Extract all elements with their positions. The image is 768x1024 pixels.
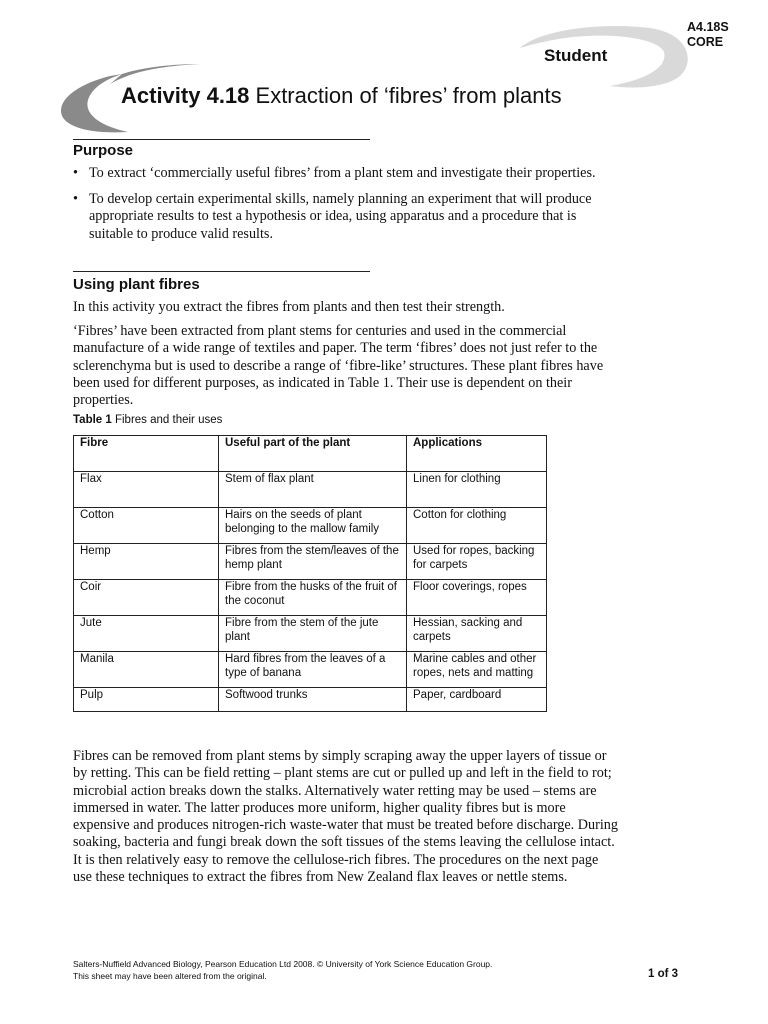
- cell-fibre: Coir: [74, 580, 219, 616]
- table-row: [74, 652, 547, 688]
- cell-fibre: Cotton: [74, 508, 219, 544]
- cell-useful-part: Fibre from the stem of the jute plant: [219, 616, 407, 652]
- document-code: [687, 20, 729, 50]
- cell-useful-part: Fibre from the husks of the fruit of the coconut: [219, 580, 407, 616]
- using-rule: [73, 271, 370, 272]
- footer: [73, 958, 492, 982]
- purpose-bullet-text: To develop certain experimental skills, namely planning an experiment that will produce appropriate results to test a hypothesis or idea, using apparatus and a procedure that is suitable to produce valid results.: [89, 190, 592, 242]
- table-caption: [73, 414, 222, 426]
- cell-fibre: Manila: [74, 652, 219, 688]
- cell-useful-part: Softwood trunks: [219, 688, 407, 712]
- page-number: 1 of 3: [648, 968, 679, 980]
- header-fibre: Fibre: [74, 436, 219, 472]
- table-header-row: [74, 436, 547, 472]
- bullet-icon: •: [73, 165, 78, 181]
- table-row: [74, 508, 547, 544]
- cell-useful-part: Stem of flax plant: [219, 472, 407, 508]
- cell-useful-part: Fibres from the stem/leaves of the hemp plant: [219, 544, 407, 580]
- purpose-heading: Purpose: [73, 142, 134, 159]
- purpose-list: [73, 165, 618, 251]
- activity-name: Extraction of ‘fibres’ from plants: [249, 83, 562, 108]
- table-caption-text: Fibres and their uses: [111, 414, 223, 426]
- fibres-paragraph: ‘Fibres’ have been extracted from plant stems for centuries and used in the commercial manufacture of a wide range of textiles and paper. The term ‘fibres’ does not just refer to the sclerenchyma but is used to describe a range of ‘fibre-like’ structures. These plant fibres have been used for different purposes, as indicated in Table 1. Their use is dependent on their properties.: [73, 323, 604, 409]
- cell-applications: Hessian, sacking and carpets: [407, 616, 547, 652]
- table-row: [74, 580, 547, 616]
- header-applications: Applications: [407, 436, 547, 472]
- table-row: [74, 688, 547, 712]
- cell-fibre: Flax: [74, 472, 219, 508]
- document-code-line1: A4.18S: [687, 20, 729, 34]
- cell-applications: Cotton for clothing: [407, 508, 547, 544]
- activity-title: [121, 83, 562, 109]
- footer-copyright: Salters-Nuffield Advanced Biology, Pearson Education Ltd 2008. © University of York Science Education Group.: [73, 959, 493, 969]
- cell-applications: Marine cables and other ropes, nets and matting: [407, 652, 547, 688]
- fibres-table: [73, 435, 547, 712]
- using-heading: Using plant fibres: [73, 276, 200, 293]
- activity-number: Activity 4.18: [121, 83, 250, 108]
- header-useful-part: Useful part of the plant: [219, 436, 407, 472]
- footer-notice: This sheet may have been altered from the original.: [73, 971, 267, 981]
- purpose-bullet: [73, 165, 618, 183]
- table-row: [74, 472, 547, 508]
- intro-paragraph: In this activity you extract the fibres from plants and then test their strength.: [73, 299, 505, 315]
- cell-fibre: Hemp: [74, 544, 219, 580]
- cell-useful-part: Hard fibres from the leaves of a type of banana: [219, 652, 407, 688]
- purpose-rule: [73, 139, 370, 140]
- purpose-bullet-text: To extract ‘commercially useful fibres’ from a plant stem and investigate their properties.: [89, 165, 596, 181]
- bullet-icon: •: [73, 190, 78, 207]
- document-code-line2: CORE: [687, 35, 724, 49]
- cell-fibre: Jute: [74, 616, 219, 652]
- cell-applications: Linen for clothing: [407, 472, 547, 508]
- cell-applications: Paper, cardboard: [407, 688, 547, 712]
- cell-applications: Used for ropes, backing for carpets: [407, 544, 547, 580]
- cell-useful-part: Hairs on the seeds of plant belonging to the mallow family: [219, 508, 407, 544]
- retting-paragraph: Fibres can be removed from plant stems by simply scraping away the upper layers of tissue or by retting. This can be field retting – plant stems are cut or pulled up and left in the field to rot; microbial action breaks down the stalks. Alternatively water retting may be used – stems are immersed in water. The latter produces more uniform, higher quality fibres but is more expensive and produces nitrogen-rich waste-water that must be treated before discharge. During soaking, bacteria and fungi break down the soft tissues of the stems leaving the cellulose intact. It is then relatively easy to remove the cellulose-rich fibres. The procedures on the next page use these techniques to extract the fibres from New Zealand flax leaves or nettle stems.: [73, 748, 618, 886]
- table-caption-label: Table 1: [73, 414, 112, 426]
- table-row: [74, 544, 547, 580]
- table-row: [74, 616, 547, 652]
- purpose-bullet: [73, 191, 618, 244]
- header-swoosh-graphic: [0, 0, 768, 140]
- student-label: Student: [544, 46, 608, 65]
- cell-applications: Floor coverings, ropes: [407, 580, 547, 616]
- cell-fibre: Pulp: [74, 688, 219, 712]
